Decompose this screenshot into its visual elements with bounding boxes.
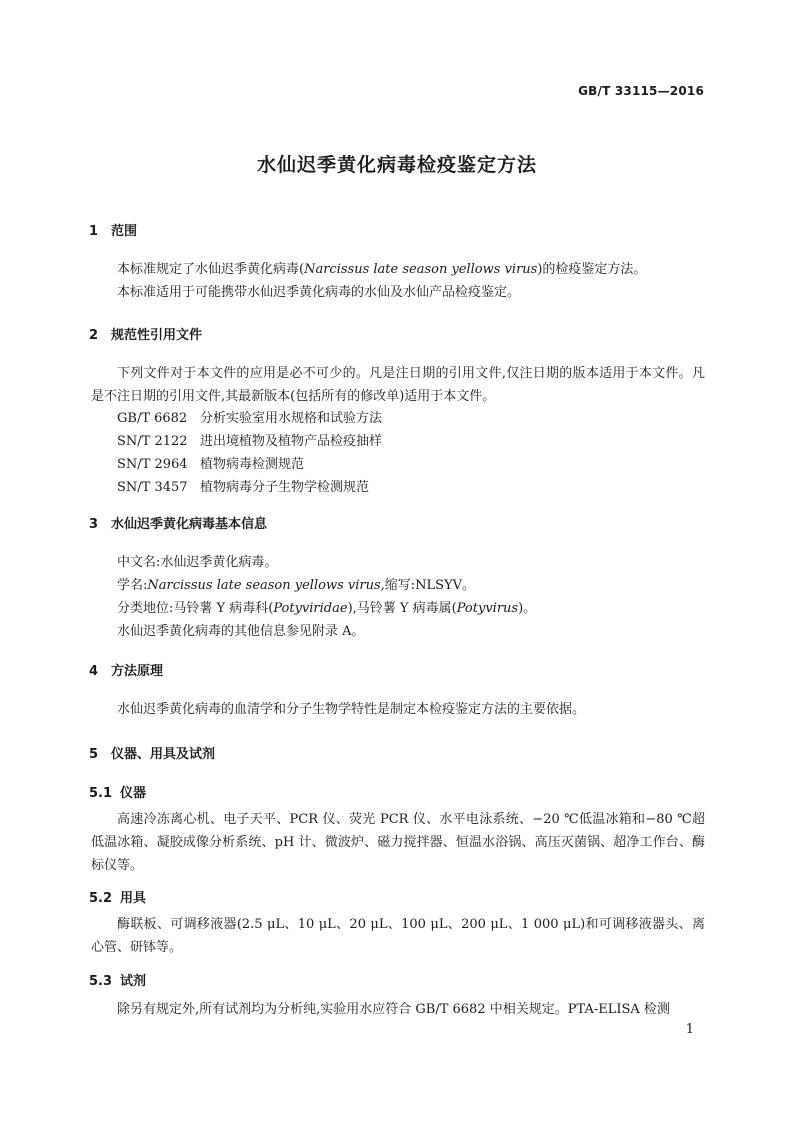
section-title: 范围 xyxy=(111,224,138,239)
subsection-number: 5.3 xyxy=(89,974,113,989)
paragraph-scope-1: 本标准规定了水仙迟季黄化病毒(Narcissus late season yellows virus)的检疫鉴定方法。 xyxy=(117,262,647,277)
reference-code: GB/T 6682 xyxy=(117,411,188,426)
standard-number: GB/T 33115—2016 xyxy=(578,84,704,98)
document-title: 水仙迟季黄化病毒检疫鉴定方法 xyxy=(256,154,537,176)
reference-item xyxy=(117,407,382,426)
subsection-heading-5-1 xyxy=(89,782,146,801)
subsection-number: 5.2 xyxy=(89,891,113,906)
reference-name: 植物病毒检测规范 xyxy=(200,457,305,472)
scientific-name-italic: Narcissus late season yellows virus xyxy=(147,578,381,593)
paragraph-scope-2: 本标准适用于可能携带水仙迟季黄化病毒的水仙及水仙产品检疫鉴定。 xyxy=(117,285,521,300)
section-heading-5 xyxy=(89,743,215,762)
section-title: 仪器、用具及试剂 xyxy=(111,747,216,762)
family-name-italic: Potyviridae xyxy=(273,601,348,616)
reference-item xyxy=(117,430,382,449)
section-heading-4 xyxy=(89,660,163,679)
subsection-number: 5.1 xyxy=(89,786,113,801)
paragraph-references: 下列文件对于本文件的应用是必不可少的。凡是注日期的引用文件,仅注日期的版本适用于本文件。凡是不注日期的引用文件,其最新版本(包括所有的修改单)适用于本文件。 xyxy=(91,366,705,404)
reference-code: SN/T 2122 xyxy=(117,434,188,449)
subsection-title: 仪器 xyxy=(120,786,147,801)
virus-name-italic: Narcissus late season yellows virus xyxy=(304,262,538,277)
reference-code: SN/T 2964 xyxy=(117,457,188,472)
section-heading-2 xyxy=(89,324,202,343)
reference-name: 分析实验室用水规格和试验方法 xyxy=(200,411,383,426)
reference-code: SN/T 3457 xyxy=(117,480,188,495)
section-number: 2 xyxy=(89,328,99,343)
info-scientific-name: 学名:Narcissus late season yellows virus,缩写:NLSYV。 xyxy=(117,578,476,593)
subsection-heading-5-3 xyxy=(89,970,146,989)
reference-name: 进出境植物及植物产品检疫抽样 xyxy=(200,434,383,449)
section-title: 方法原理 xyxy=(111,664,164,679)
page-number: 1 xyxy=(685,1022,694,1037)
info-appendix-note: 水仙迟季黄化病毒的其他信息参见附录 A。 xyxy=(117,624,365,639)
paragraph-reagents: 除另有规定外,所有试剂均为分析纯,实验用水应符合 GB/T 6682 中相关规定。PTA-ELISA 检测 xyxy=(117,1002,670,1017)
section-title: 规范性引用文件 xyxy=(111,328,203,343)
section-number: 3 xyxy=(89,517,99,532)
subsection-heading-5-2 xyxy=(89,887,146,906)
paragraph-tools: 酶联板、可调移液器(2.5 μL、10 μL、20 μL、100 μL、200 μL、1 000 μL)和可调移液器头、离心管、研钵等。 xyxy=(91,917,705,955)
section-number: 4 xyxy=(89,664,99,679)
section-number: 1 xyxy=(89,224,99,239)
paragraph-principle: 水仙迟季黄化病毒的血清学和分子生物学特性是制定本检疫鉴定方法的主要依据。 xyxy=(117,702,586,717)
subsection-title: 用具 xyxy=(120,891,147,906)
section-heading-1 xyxy=(89,220,137,239)
section-heading-3 xyxy=(89,513,267,532)
info-taxonomy: 分类地位:马铃薯 Y 病毒科(Potyviridae),马铃薯 Y 病毒属(Potyvirus)。 xyxy=(117,601,537,616)
genus-name-italic: Potyvirus xyxy=(456,601,519,616)
reference-item xyxy=(117,476,369,495)
reference-name: 植物病毒分子生物学检测规范 xyxy=(200,480,370,495)
subsection-title: 试剂 xyxy=(120,974,147,989)
paragraph-instruments: 高速冷冻离心机、电子天平、PCR 仪、荧光 PCR 仪、水平电泳系统、−20 ℃低温冰箱和−80 ℃超低温冰箱、凝胶成像分析系统、pH 计、微波炉、磁力搅拌器、恒温水浴锅、高压灭菌锅、超净工作台、酶标仪等。 xyxy=(91,812,705,873)
section-number: 5 xyxy=(89,747,99,762)
section-title: 水仙迟季黄化病毒基本信息 xyxy=(111,517,268,532)
reference-item xyxy=(117,453,304,472)
info-chinese-name: 中文名:水仙迟季黄化病毒。 xyxy=(117,555,278,570)
